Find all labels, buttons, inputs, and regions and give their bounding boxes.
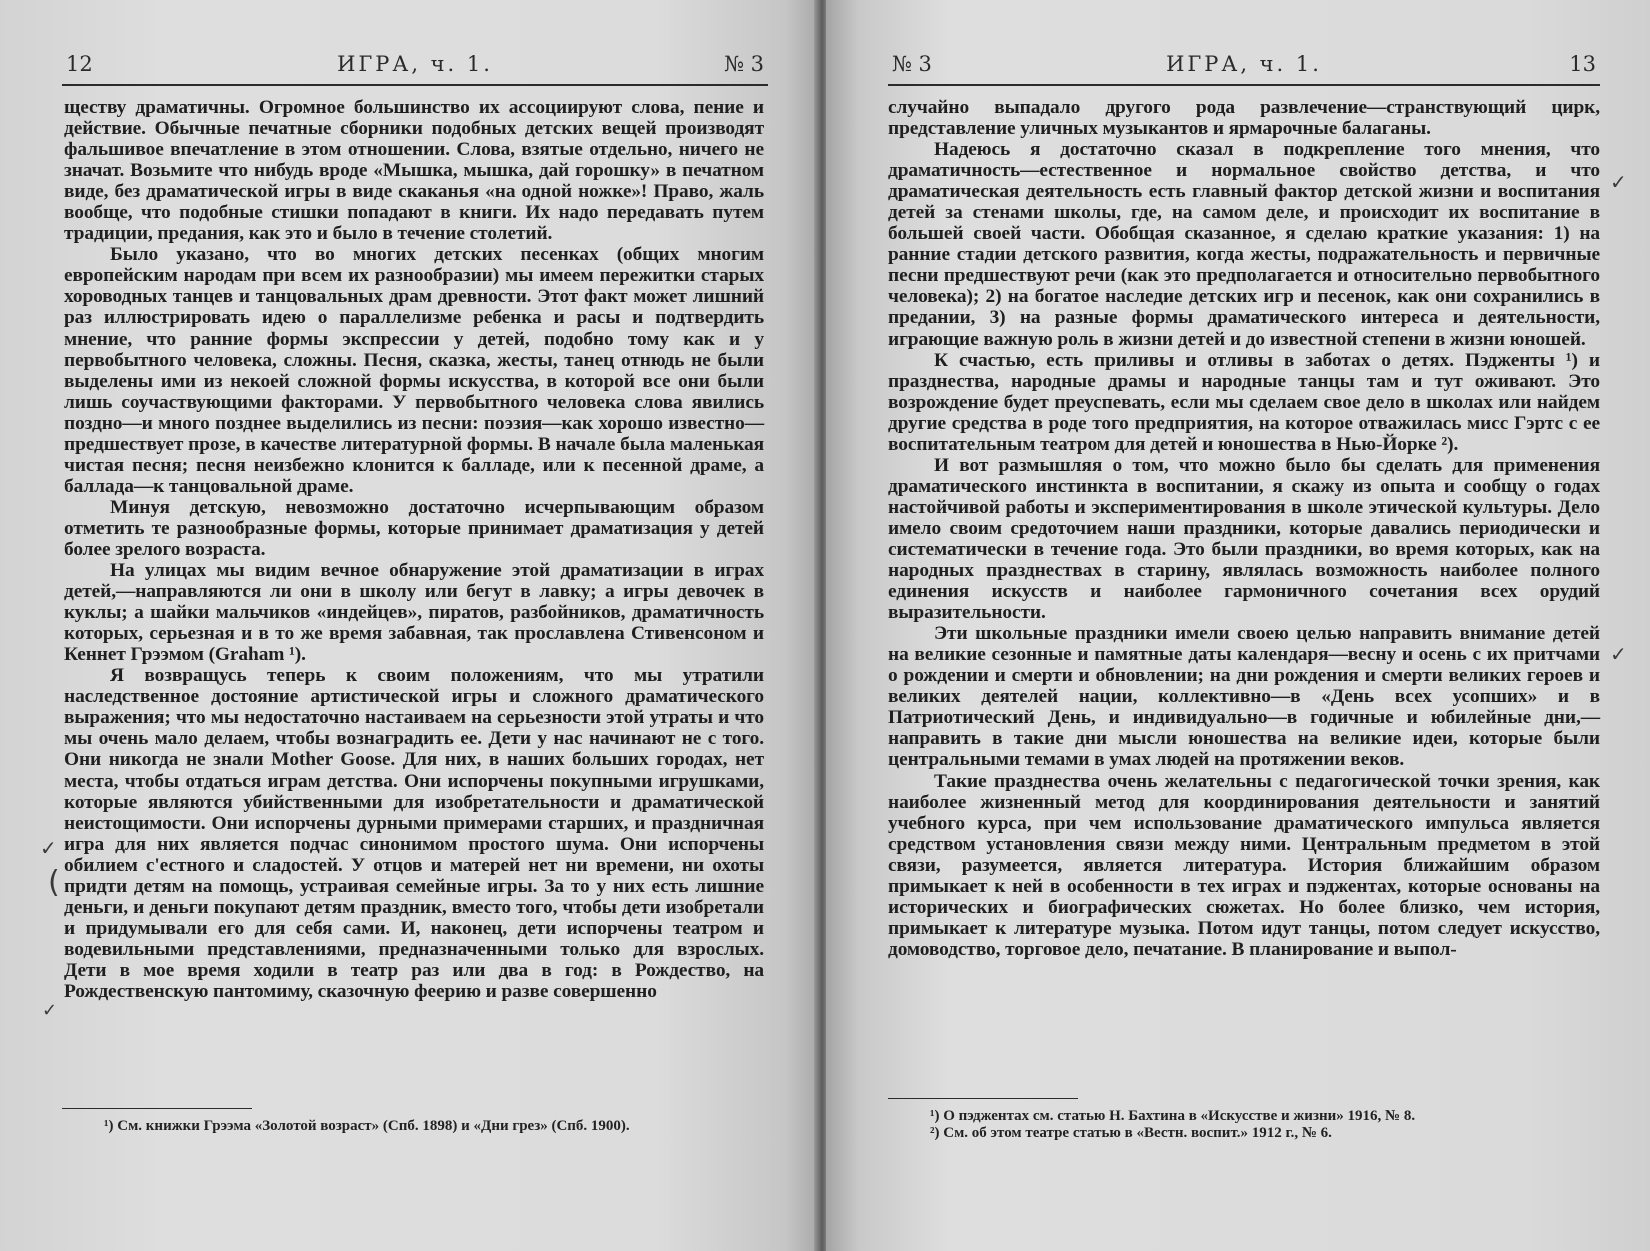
left-running-title: ИГРА, ч. 1. xyxy=(337,52,493,76)
left-footnote-1: ¹) См. книжки Грээма «Золотой возраст» (Спб. 1898) и «Дни грез» (Спб. 1900). xyxy=(104,1118,630,1134)
left-paragraph-4: На улицах мы видим вечное обнаружение этой драматизации в играх детей,—направляются ли они в школу или бегут в лавку; а игры девочек в куклы; а шайки мальчиков «индейцев», пиратов, разбойников, драматичность которых, серьезная и в то же время забавная, так прославлена Стивенсоном и Кеннет Грээмом (Graham ¹). xyxy=(64,560,764,666)
right-footnote-1: ¹) О пэджентах см. статью Н. Бахтина в «Искусстве и жизни» 1916, № 8. xyxy=(930,1108,1416,1124)
left-paragraph-3: Минуя детскую, невозможно достаточно исчерпывающим образом отметить те разнообразные формы, которые принимает драматизация у детей более зрелого возраста. xyxy=(64,496,764,560)
right-paragraph-4: И вот размышляя о том, что можно было бы сделать для применения драматического инстинкта в воспитании, я скажу из опыта и сообщу о годах настойчивой работы и экспериментирования в школе этической культуры. Дело имело своим средоточием наши праздники, которые давались периодически и систематически в течение года. Это были праздники, во время которых, как на народных празднествах в старину, являлась возможность наиболее полного единения искусств и наиболее гармоничного сочетания всех орудий выразительности. xyxy=(888,454,1600,624)
right-issue-number: № 3 xyxy=(892,52,932,76)
left-issue-number: № 3 xyxy=(724,52,764,76)
right-paragraph-1: случайно выпадало другого рода развлечение—странствующий цирк, представление уличных музыкантов и ярмарочные балаганы. xyxy=(888,97,1600,140)
left-running-head xyxy=(62,50,768,86)
right-paragraph-6: Такие празднества очень желательны с педагогической точки зрения, как наиболее жизненный метод для координирования деятельности и занятий учебного курса, при чем использование драматического импульса является средством установления связи между ними. Центральным предметом в этой связи, разумеется, является литература. История ближайшим образом примыкает к ней в особенности в тех играх и пэджентах, которые основаны на исторических и биографических сюжетах. Но более близко, чем история, примыкает к литературе музыка. Потом идут танцы, потом следует искусство, домоводство, торговое дело, печатание. В планирование и выпол- xyxy=(888,770,1600,960)
margin-bracket-icon: ( xyxy=(48,865,60,900)
right-running-title: ИГРА, ч. 1. xyxy=(1166,52,1322,76)
left-paragraph-5: Я возвращусь теперь к своим положениям, что мы утратили наследственное достояние артистической игры и сложного драматического выражения; что мы недостаточно настаиваем на серьезности этой утраты и что мы очень мало делаем, чтобы вознаградить ее. Дети у нас начинают не с того. Они никогда не знали Mother Goose. Для них, в наших больших городах, нет места, чтобы отдаться играм детства. Они испорчены покупными игрушками, которые являются убийственными для изобретательности и драматической неистощимости. Они испорчены дурными примерами старших, и праздничная игра для них является подчас синонимом простого шума. Они испорчены обилием с'естного и сладостей. У отцов и матерей нет ни времени, ни охоты придти детям на помощь, устраивая семейные игры. За то у них есть лишние деньги, и деньги покупают детям праздник, вместо того, чтобы дети изобретали и придумывали его для себя сами. И, наконец, дети испорчены театром и водевильными представлениями, предназначенными только для взрослых. Дети в мое время ходили в театр раз или два в год: в Рождество, на Рождественскую пантомиму, сказочную феерию и разве совершенно xyxy=(64,665,764,1002)
left-page-number: 12 xyxy=(66,52,93,76)
right-footnote-2: ²) См. об этом театре статью в «Вестн. воспит.» 1912 г., № 6. xyxy=(930,1125,1332,1141)
right-body-text xyxy=(888,97,1600,960)
right-page-number: 13 xyxy=(1569,52,1596,76)
right-paragraph-5: Эти школьные праздники имели своею целью направить внимание детей на великие сезонные и памятные даты календаря—весну и осень с их притчами о рождении и смерти и обновлении; на дни рождения и смерти великих героев и великих деятелей нации, коллективно—в «День всех усопших» и в Патриотический День, и индивидуально—в годичные и юбилейные дни,—направить в такие дни мысли юношества на великие идеи, которые были центральными темами в умах людей на протяжении веков. xyxy=(888,623,1600,771)
left-paragraph-1: ществу драматичны. Огромное большинство их ассоциируют слова, пение и действие. Обычные печатные сборники подобных детских вещей производят фальшивое впечатление в этом отношении. Слова, взятые отдельно, ничего не значат. Возьмите что нибудь вроде «Мышка, мышка, дай горошку» в печатном виде, без драматической игры в виде скаканья «на одной ножке»! Право, жаль вообще, что подобные стишки попадают в книги. Их надо передавать путем традиции, предания, как это и было в течение столетий. xyxy=(64,97,764,245)
right-paragraph-3: К счастью, есть приливы и отливы в заботах о детях. Пэдженты ¹) и празднества, народные драмы и народные танцы там и тут оживают. Это возрождение будет преуспевать, если мы сделаем свое дело в школах или найдем другие средства в роде того предприятия, на которое отважилась мисс Гэртс с ее воспитательным театром для детей и юношества в Нью-Йорке ²). xyxy=(888,349,1600,455)
margin-check-mark-icon: ✓ xyxy=(1610,170,1627,194)
right-footnote-rule xyxy=(888,1098,1078,1099)
right-footnotes xyxy=(930,1108,1630,1142)
margin-check-mark-icon: ✓ xyxy=(40,836,57,860)
left-body-text xyxy=(64,97,764,1002)
margin-check-mark-icon: ✓ xyxy=(42,1000,58,1021)
left-footnotes xyxy=(104,1118,794,1135)
left-footnote-rule xyxy=(62,1108,252,1109)
left-paragraph-2: Было указано, что во многих детских песенках (общих многим европейским народам при всем их разнообразии) мы имеем пережитки старых хороводных танцев и танцовальных драм древности. Этот факт может лишний раз иллюстрировать идею о параллелизме ребенка и расы и подтвердить мнение, что ранние формы экспрессии у детей, подобно тому как и у первобытного человека, сложны. Песня, сказка, жесты, танец отнюдь не были выделены ими из некоей сложной формы искусства, в которой все они были лишь соучаствующими факторами. У первобытного человека слова явились поздно—и много позднее выделились из песни: поэзия—как хорошо известно—предшествует прозе, в качестве литературной формы. В начале была маленькая чистая песня; песня неизбежно клонится к балладе, или к песенной драме, а баллада—к танцовальной драме. xyxy=(64,244,764,497)
left-page xyxy=(0,0,818,1251)
right-paragraph-2: Надеюсь я достаточно сказал в подкрепление того мнения, что драматичность—естественное и нормальное свойство детства, и что драматическая деятельность есть главный фактор детской жизни и воспитания детей за стенами школы, где, на самом деле, и происходит их воспитание в большей своей части. Обобщая сказанное, я сделаю краткие указания: 1) на ранние стадии детского развития, когда жесты, подражательность и первичные песни предшествуют речи (как это предполагается и относительно первобытного человека); 2) на богатое наследие детских игр и песенок, как они сохранились в предании, 3) на разные формы драматического интереса и деятельности, играющие важную роль в жизни детей и до известной степени в жизни юношей. xyxy=(888,139,1600,350)
margin-check-mark-icon: ✓ xyxy=(1610,642,1627,666)
right-running-head xyxy=(888,50,1600,86)
right-page xyxy=(826,0,1650,1251)
